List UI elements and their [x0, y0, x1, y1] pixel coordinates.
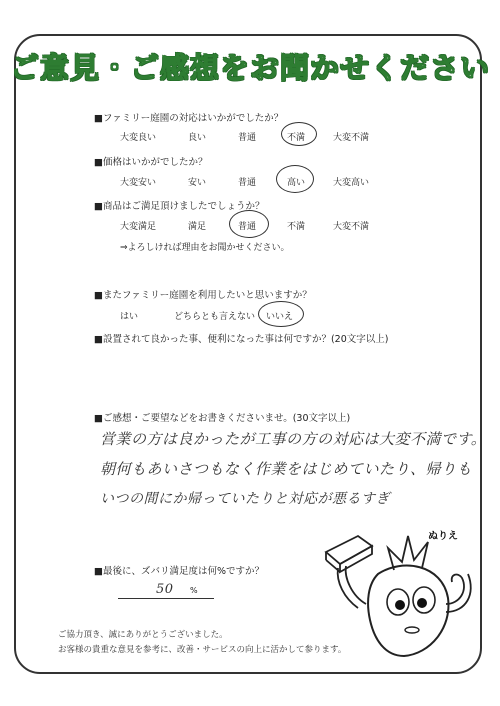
option-2[interactable]: 満足 [188, 222, 207, 232]
option-1[interactable]: 大変良い [120, 133, 157, 143]
question-product: ■商品はご満足頂けましたでしょうか？ [94, 201, 265, 212]
option-no-selected[interactable]: いいえ [266, 312, 294, 322]
reason-prompt: ⇒よろしければ理由をお聞かせください。 [120, 243, 290, 253]
option-neutral[interactable]: どちらとも言えない [174, 312, 256, 322]
box-icon [326, 536, 372, 572]
option-5[interactable]: 大変高い [333, 178, 370, 188]
selection-circle [229, 210, 269, 238]
handwritten-line-1: 営業の方は良かったが工事の方の対応は大変不満です。 [100, 430, 487, 448]
selection-circle [258, 301, 304, 327]
question-comments: ■ご感想・ご要望などをお書きくださいませ。(30文字以上) [94, 413, 351, 424]
satisfaction-value: 50 [156, 582, 174, 597]
question-reuse: ■またファミリー庭園を利用したいと思いますか？ [94, 290, 312, 301]
option-1[interactable]: 大変安い [120, 178, 157, 188]
page-title: ご意見・ご感想をお聞かせください [9, 51, 490, 85]
option-1[interactable]: 大変満足 [120, 222, 157, 232]
option-3-selected[interactable]: 普通 [238, 222, 257, 232]
option-4-selected[interactable]: 高い [287, 178, 306, 188]
option-4-selected[interactable]: 不満 [287, 133, 306, 143]
mascot-label: ぬりえ [428, 531, 458, 542]
question-service: ■ファミリー庭園の対応はいかがでしたか？ [94, 113, 284, 124]
question-price: ■価格はいかがでしたか？ [94, 157, 208, 168]
option-2[interactable]: 安い [188, 178, 207, 188]
option-3[interactable]: 普通 [238, 133, 257, 143]
option-5[interactable]: 大変不満 [333, 222, 370, 232]
option-4[interactable]: 不満 [287, 222, 306, 232]
option-3[interactable]: 普通 [238, 178, 257, 188]
selection-circle [276, 165, 314, 193]
question-benefits: ■設置されて良かった事、便利になった事は何ですか？(20文字以上) [94, 334, 389, 345]
satisfaction-unit: % [190, 586, 198, 595]
footer-message: お客様の貴重な意見を参考に、改善・サービスの向上に活かして参ります。 [58, 645, 347, 655]
footer-thanks: ご協力頂き、誠にありがとうございました。 [58, 630, 228, 640]
selection-circle [281, 122, 317, 146]
mouth-icon [405, 627, 419, 633]
satisfaction-underline [118, 598, 214, 599]
handwritten-line-2: 朝何もあいさつもなく作業をはじめていたり、帰りも [100, 460, 473, 478]
question-satisfaction: ■最後に、ズバリ満足度は何%ですか？ [94, 566, 265, 577]
mascot-body [368, 566, 448, 656]
handwritten-line-3: いつの間にか帰っていたりと対応が悪るすぎ [100, 491, 390, 507]
option-yes[interactable]: はい [120, 312, 139, 322]
option-5[interactable]: 大変不満 [333, 133, 370, 143]
eyes-icon [387, 587, 435, 615]
option-2[interactable]: 良い [188, 133, 207, 143]
